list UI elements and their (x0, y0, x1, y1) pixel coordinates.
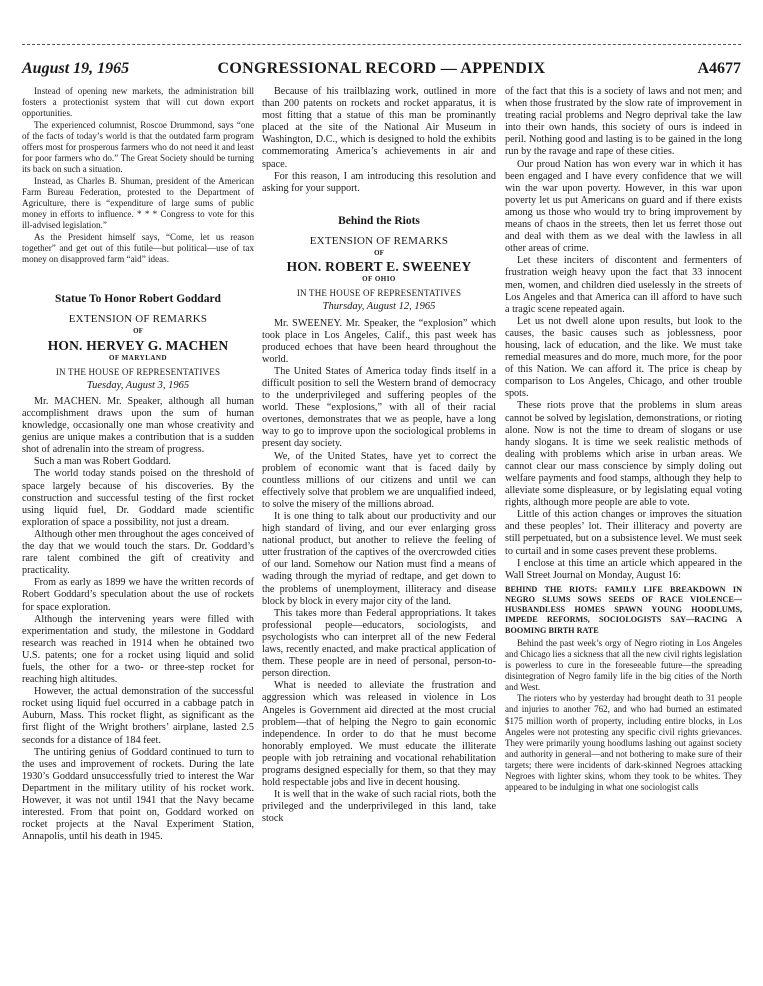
page-header (22, 60, 741, 82)
paragraph: Let these inciters of discontent and fermenters of frustration weigh heavy upon the fact that 33 innocent men, women, and children died uselessly in the streets of Los Angeles and that America can ill afford to have such a tragic scene repeated again. (505, 255, 742, 315)
speaker-state: OF MARYLAND (108, 353, 168, 362)
article-date: Thursday, August 12, 1965 (322, 301, 436, 313)
article-date: Tuesday, August 3, 1965 (86, 379, 190, 391)
house-label: IN THE HOUSE OF REPRESENTATIVES (296, 288, 462, 299)
top-rule (22, 44, 741, 45)
paragraph: Let us not dwell alone upon results, but look to the causes, the basic causes such as joblessness, poor housing, lack of education, and the like. We must take remedial measures and do more, much more, for the poor of this Nation. We can afford it. The price is cheap by comparison to Los Angeles, Chicago, and other trouble spots. (505, 315, 742, 400)
house-label: IN THE HOUSE OF REPRESENTATIVES (55, 366, 221, 377)
of-label: OF (374, 249, 384, 258)
paragraph: The experienced columnist, Roscoe Drummond, says “one of the facts of today’s world is that the outdated farm program offers most for prosperous farmers who do not need it and least for poor farmers who do.” The Great Society should be turning its back on such a situation. (22, 119, 254, 175)
of-label: OF (133, 327, 143, 336)
paragraph: Mr. MACHEN. Mr. Speaker, although all human accomplishment draws upon the sum of human knowledge, occasionally one man whose creativity and genius are unique makes a contribution that is a sudden shot of adrenalin into the stream of progress. (22, 395, 254, 456)
paragraph: For this reason, I am introducing this resolution and asking for your support. (262, 170, 496, 194)
paragraph: Instead, as Charles B. Shuman, president of the American Farm Bureau Federation, protested to the Department of Agriculture, there is “expenditure of large sums of public money in efforts to influence. * * * Congress to vote for this ill-advised legislation.” (22, 175, 254, 231)
paragraph: From as early as 1899 we have the written records of Robert Goddard’s speculation about the use of rockets for space exploration. (22, 577, 254, 613)
speaker-name: HON. ROBERT E. SWEENEY (286, 259, 472, 275)
paragraph: of the fact that this is a society of laws and not men; and when those frustrated by the slow rate of improvement in treating racial problems and Negro deprival take the law into their own hands, this society of ours is indeed in peril. Nothing good and lasting is to be gained in the long run by the ravage and rape of these cities. (505, 86, 742, 158)
article-title: Statue To Honor Robert Goddard (55, 293, 221, 306)
paragraph: These riots prove that the problems in slum areas cannot be solved by legislation, demonstrations, or rioting alone. Now is not the time to dream of slogans or use handy slogans. It is time we seek realistic methods of dealing with problems which arise in urban areas. We cannot clear our mass conscience by simply doling out welfare payments and food stamps, although they help to alleviate some displeasure, or by legislating equal voting rights, although more people are able to vote. (505, 400, 742, 509)
article-title: Behind the Riots (338, 214, 420, 227)
paragraph: I enclose at this time an article which appeared in the Wall Street Journal on Monday, August 16: (505, 557, 742, 581)
column-3 (505, 86, 742, 793)
header-page-number: A4677 (697, 60, 741, 77)
paragraph: Behind the past week’s orgy of Negro rioting in Los Angeles and Chicago lies a sickness that all the new civil rights legislation is powerless to cure in the foreseeable future—the spreading disintegration of Negro family life in the big cities of the North and West. (505, 637, 742, 693)
paragraph: Little of this action changes or improves the situation and these peoples’ lot. Their illiteracy and poverty are still perpetuated, but on a subsistence level. We must seek to curtail and in some cases prevent these problems. (505, 509, 742, 557)
paragraph: Because of his trailblazing work, outlined in more than 200 patents on rockets and rocket apparatus, it is most fitting that a statue of this man be prominantly placed at the site of the National Air Museum in Washington, D.C., which is designed to hold the exhibits commemorating America’s achievements in air and space. (262, 86, 496, 170)
speaker-state: OF OHIO (362, 275, 396, 284)
quoted-article-headline: BEHIND THE RIOTS: FAMILY LIFE BREAKDOWN IN NEGRO SLUMS SOWS SEEDS OF RACE VIOLENCE—HUSBANDLESS HOMES SPAWN YOUNG HOODLUMS, IMPEDE REFORMS, SOCIOLOGISTS SAY—RACING A BOOMING BIRTH RATE (505, 584, 742, 635)
paragraph: The United States of America today finds itself in a difficult position to sell the Western brand of democracy to the underprivileged and suffering peoples of the world. These “explosions,” with all of their racial overtones, demonstrates that we as people, have a long way to go to improve upon the sociological problems in present day society. (262, 365, 496, 450)
paragraph: However, the actual demonstration of the successful rocket using liquid fuel occurred in a cabbage patch in Auburn, Mass. This rocket flight, as significant as the first flight of the Wright brothers’ airplane, lasted 2.5 seconds for a distance of 184 feet. (22, 686, 254, 746)
paragraph: We, of the United States, have yet to correct the problem of economic want that is faced daily by countless millions of our citizens and until we can effectively solve that problem we are unqualified indeed, to solve the misery of the millions abroad. (262, 450, 496, 510)
paragraph: The world today stands poised on the threshold of space largely because of his discoveries. By the construction and successful testing of the first rocket using liquid fuel, Dr. Goddard made scientific exploration of space a possibility, not just a dream. (22, 468, 254, 528)
paragraph: Although other men throughout the ages conceived of the day that we would touch the stars. Dr. Goddard’s rare talent combined the gift of creativity and practicality. (22, 528, 254, 577)
speaker-name: HON. HERVEY G. MACHEN (47, 337, 229, 353)
paragraph: What is needed to alleviate the frustration and aggression which was released in violence in Los Angeles is Government aid directed at the most crucial problem—that of helping the Negro to gain economic independence. In order to do that he must become honorably employed. We must educate the illiterate people with job retraining and vocational rehabilitation programs designed especially for them, so that they may hold respectable jobs and live in decent housing. (262, 680, 496, 789)
paragraph: Although the intervening years were filled with experimentation and study, the milestone in Goddard research was reached in 1914 when he obtained two U.S. patents; one for a rocket using liquid and solid fuels, the other for a two- or three-step rocket for reaching high altitudes. (22, 613, 254, 686)
paragraph: Such a man was Robert Goddard. (34, 456, 171, 468)
paragraph: This takes more than Federal appropriations. It takes professional people—educators, sociologists, and psychologists who can interpret all of the new Federal laws, recently enacted, and make practical application of them. These people are in need of personal, person-to-person direction. (262, 607, 496, 680)
column-1 (22, 86, 254, 843)
extension-of-remarks: EXTENSION OF REMARKS (68, 313, 208, 326)
header-title: CONGRESSIONAL RECORD — APPENDIX (217, 60, 546, 77)
extension-of-remarks: EXTENSION OF REMARKS (309, 234, 449, 247)
paragraph: It is well that in the wake of such racial riots, both the privileged and the underprivileged in this land, take stock (262, 789, 496, 825)
paragraph: As the President himself says, “Come, let us reason together” and get out of this futile—but political—use of tax money on disapproved farm “aid” ideas. (22, 231, 254, 265)
paragraph: Mr. SWEENEY. Mr. Speaker, the “explosion” which took place in Los Angeles, Calif., this past week has produced echoes that have been heard throughout the world. (262, 317, 496, 365)
paragraph: Our proud Nation has won every war in which it has been engaged and I have every confidence that we will win the war upon poverty. However, in this war upon poverty let us put Americans on guard and if there exists among us those who would try to bring improvement by means of chaos in the streets, then let us ferret those out and deal with them as we deal with the lawless in all other areas of crime. (505, 158, 742, 255)
paragraph: The untiring genius of Goddard continued to turn to the uses and improvement of rockets. During the late 1930’s Goddard unsuccessfully tried to interest the War Department in the military utility of his rocket work. However, it was not until 1941 that the Navy became interested. From that point on, Goddard worked on rocket projects at the Naval Experiment Station, Annapolis, until his death in 1945. (22, 746, 254, 843)
paragraph: It is one thing to talk about our productivity and our high standard of living, and our ever enlarging gross national product, but another to relieve the feeling of utter frustration of the captives of the overcrowded cities of our land. Somehow our Nation must find a means of wading through the myriad of redtape, and get down to the problems of unemployment, illiteracy and disease block by block in every major city of the land. (262, 511, 496, 607)
header-date: August 19, 1965 (22, 60, 130, 77)
paragraph: The rioters who by yesterday had brought death to 31 people and injuries to another 762, and who had burned an estimated $175 million worth of property, including entire blocks, in Los Angeles were not protesting any specific civil rights grievances. They were primarily young hoodlums lashing out against society and authority in general—and not bothering to make sure of their targets; there were incidents of dark-skinned Negroes attacking Negroes with lighter skins, whom they took to be whites. They appeared to be indulging in what one sociologist calls (505, 693, 742, 793)
paragraph: Instead of opening new markets, the administration bill fosters a protectionist system that will cut down export opportunities. (22, 86, 254, 119)
column-2 (262, 86, 496, 825)
